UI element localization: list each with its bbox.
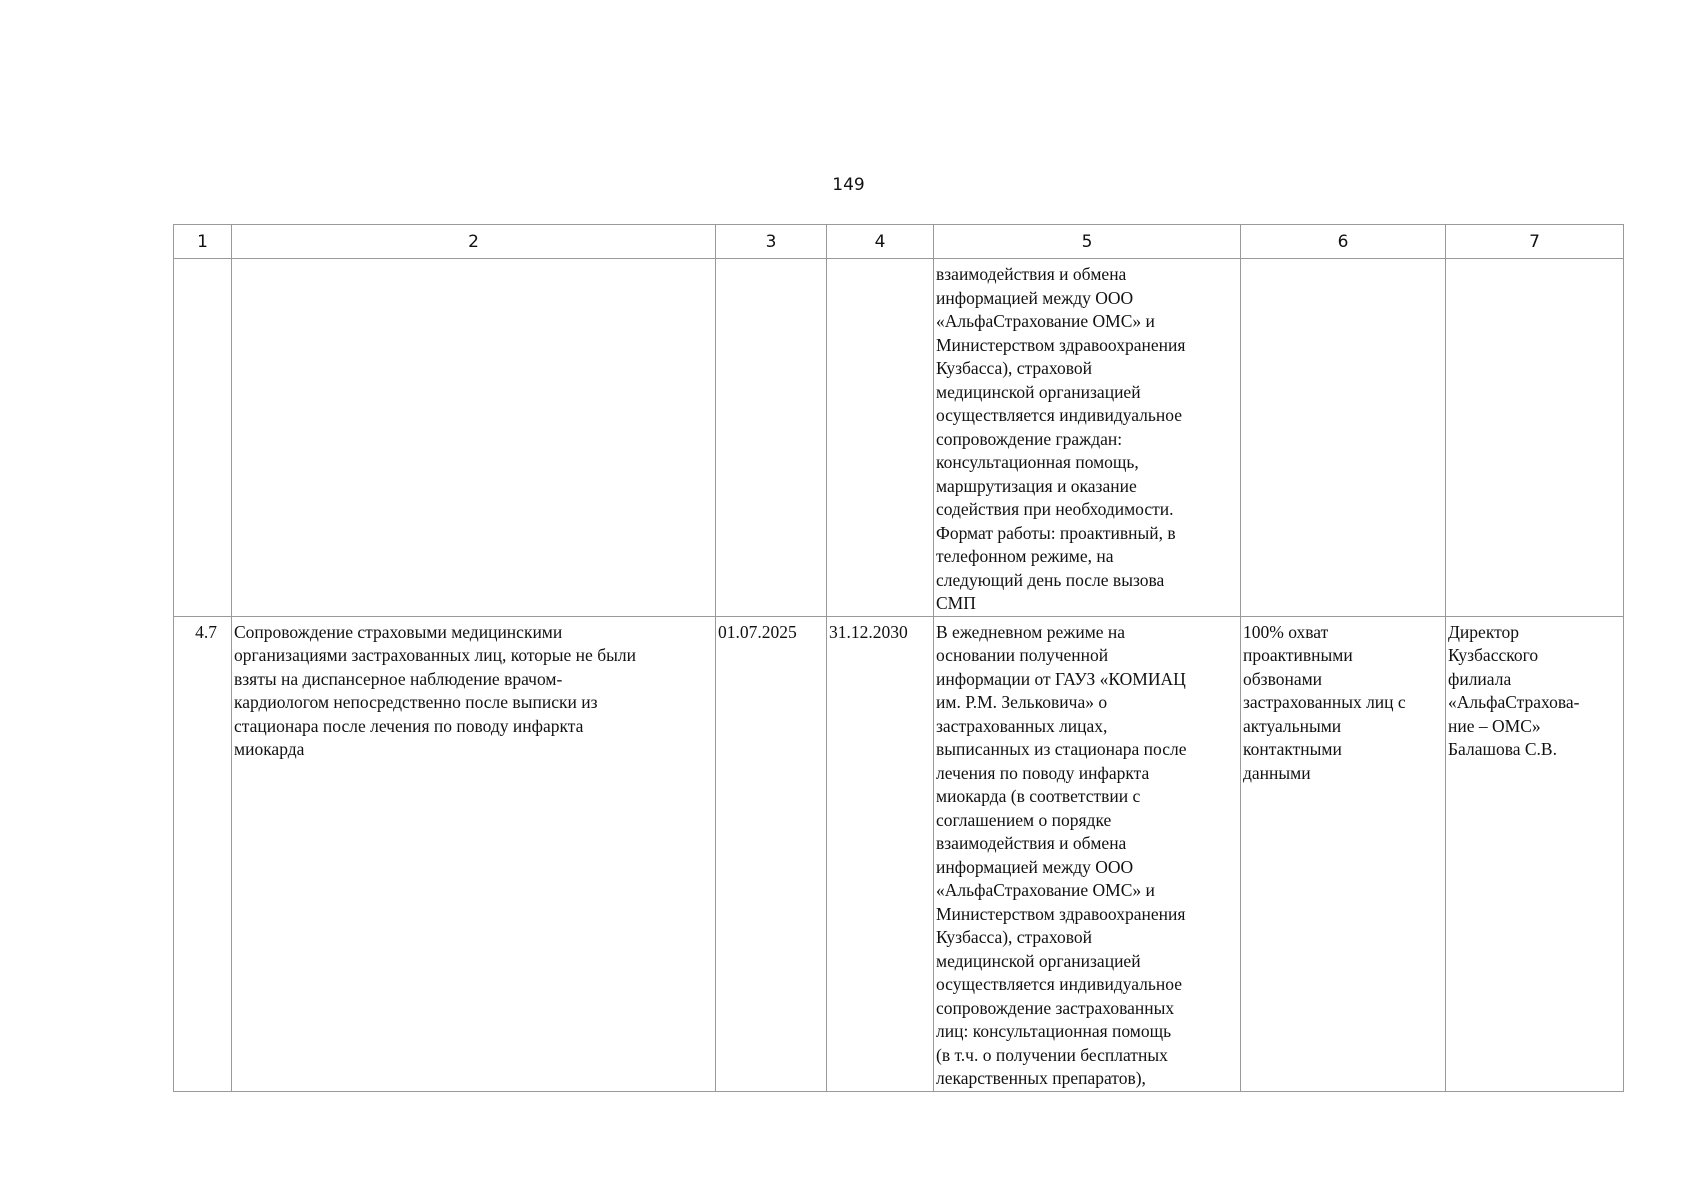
page-number: 149 xyxy=(832,175,865,195)
activity-cell: Сопровождение страховыми медицинскими организациями застрахованных лиц, которые не были взяты на диспансерное наблюдение врачом- кардиологом непосредственно после выписки из стационара после лечения по поводу инфаркта миокарда xyxy=(232,616,716,1091)
indicator-cell: 100% охват проактивными обзвонами застрахованных лиц с актуальными контактными данными xyxy=(1241,616,1446,1091)
end-date-cell xyxy=(827,259,934,617)
column-header-3: 3 xyxy=(716,225,827,259)
end-date-cell: 31.12.2030 xyxy=(827,616,934,1091)
responsible-cell xyxy=(1446,259,1624,617)
column-header-1: 1 xyxy=(174,225,232,259)
column-header-6: 6 xyxy=(1241,225,1446,259)
column-header-7: 7 xyxy=(1446,225,1624,259)
column-header-5: 5 xyxy=(934,225,1241,259)
activity-cell xyxy=(232,259,716,617)
description-cell: взаимодействия и обмена информацией между ООО «АльфаСтрахование ОМС» и Министерством здравоохранения Кузбасса), страховой медицинской организацией осуществляется индивидуальное сопровождение граждан: консультационная помощь, маршрутизация и оказание содействия при необходимости. Формат работы: проактивный, в телефонном режиме, на следующий день после вызова СМП xyxy=(934,259,1241,617)
header-row xyxy=(174,225,1624,259)
plan-table xyxy=(173,224,1624,1092)
column-header-2: 2 xyxy=(232,225,716,259)
column-header-4: 4 xyxy=(827,225,934,259)
table-row xyxy=(174,616,1624,1091)
indicator-cell xyxy=(1241,259,1446,617)
responsible-cell: Директор Кузбасского филиала «АльфаСтрахова- ние – ОМС» Балашова С.В. xyxy=(1446,616,1624,1091)
start-date-cell: 01.07.2025 xyxy=(716,616,827,1091)
start-date-cell xyxy=(716,259,827,617)
row-number-cell xyxy=(174,259,232,617)
table-row xyxy=(174,259,1624,617)
row-number-cell: 4.7 xyxy=(174,616,232,1091)
description-cell: В ежедневном режиме на основании полученной информации от ГАУЗ «КОМИАЦ им. Р.М. Зельковича» о застрахованных лицах, выписанных из стационара после лечения по поводу инфаркта миокарда (в соответствии с соглашением о порядке взаимодействия и обмена информацией между ООО «АльфаСтрахование ОМС» и Министерством здравоохранения Кузбасса), страховой медицинской организацией осуществляется индивидуальное сопровождение застрахованных лиц: консультационная помощь (в т.ч. о получении бесплатных лекарственных препаратов), xyxy=(934,616,1241,1091)
